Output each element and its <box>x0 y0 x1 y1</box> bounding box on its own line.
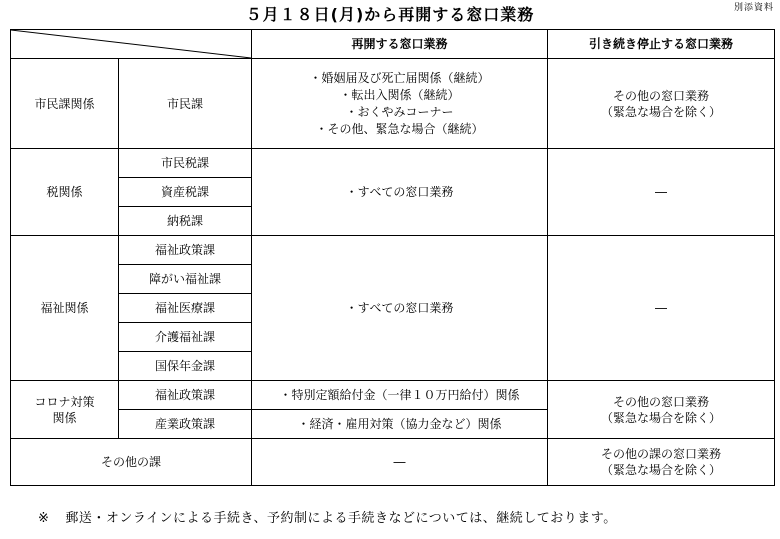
corner-cell <box>11 30 252 59</box>
suspend-line: （緊急な場合を除く） <box>600 463 721 477</box>
suspend-corona <box>548 381 775 439</box>
dept-shimin: 市民課 <box>119 59 252 149</box>
suspend-line: （緊急な場合を除く） <box>600 104 721 119</box>
dept-cell: 福祉医療課 <box>119 294 252 323</box>
dept-cell: 介護福祉課 <box>119 323 252 352</box>
header-row <box>11 30 775 59</box>
reopen-corona-1: ・特別定額給付金（一律１０万円給付）関係 <box>252 381 548 410</box>
page-title: ５月１８日(月)から再開する窓口業務 <box>245 5 535 24</box>
suspend-other <box>548 439 775 486</box>
table-row <box>11 149 775 178</box>
diagonal-line <box>11 30 251 58</box>
footnote-text: 郵送・オンラインによる手続き、予約制による手続きなどについては、継続しております。 <box>65 511 617 526</box>
dept-cell: 福祉政策課 <box>119 236 252 265</box>
suspend-line: その他の課の窓口業務 <box>600 447 721 461</box>
group-shimin: 市民課関係 <box>11 59 119 149</box>
reopen-other: ― <box>252 439 548 486</box>
suspend-line: その他の窓口業務 <box>612 88 709 103</box>
table-row <box>11 439 775 486</box>
reopen-welfare: ・すべての窓口業務 <box>252 236 548 381</box>
list-item: ・その他、緊急な場合（継続） <box>315 121 484 136</box>
group-line: 関係 <box>52 410 77 425</box>
suspend-line: （緊急な場合を除く） <box>600 410 721 425</box>
table-row <box>11 236 775 265</box>
dept-cell: 障がい福祉課 <box>119 265 252 294</box>
table-row <box>11 59 775 149</box>
attachment-label: 別添資料 <box>733 3 774 13</box>
list-item: ・婚姻届及び死亡届関係（継続） <box>309 70 490 85</box>
suspend-welfare: ― <box>548 236 775 381</box>
dept-cell: 国保年金課 <box>119 352 252 381</box>
suspend-line: その他の窓口業務 <box>612 394 709 409</box>
group-tax: 税関係 <box>11 149 119 236</box>
group-welfare: 福祉関係 <box>11 236 119 381</box>
dept-cell: 納税課 <box>119 207 252 236</box>
reopen-shimin <box>252 59 548 149</box>
dept-cell: 福祉政策課 <box>119 381 252 410</box>
reopen-tax: ・すべての窓口業務 <box>252 149 548 236</box>
dept-cell: 産業政策課 <box>119 410 252 439</box>
dept-cell: 資産税課 <box>119 178 252 207</box>
footnote-mark: ※ <box>38 511 50 526</box>
suspend-shimin <box>548 59 775 149</box>
list-item: ・おくやみコーナー <box>345 104 454 119</box>
group-corona <box>11 381 119 439</box>
group-other: その他の課 <box>11 439 252 486</box>
reopen-corona-2: ・経済・雇用対策（協力金など）関係 <box>252 410 548 439</box>
list-item: ・転出入関係（継続） <box>339 87 460 102</box>
group-line: コロナ対策 <box>34 394 95 409</box>
footnote <box>38 507 617 526</box>
table-row <box>11 381 775 410</box>
suspend-tax: ― <box>548 149 775 236</box>
counter-services-table <box>10 29 775 486</box>
dept-cell: 市民税課 <box>119 149 252 178</box>
header-suspend: 引き続き停止する窓口業務 <box>548 30 775 59</box>
header-reopen: 再開する窓口業務 <box>252 30 548 59</box>
